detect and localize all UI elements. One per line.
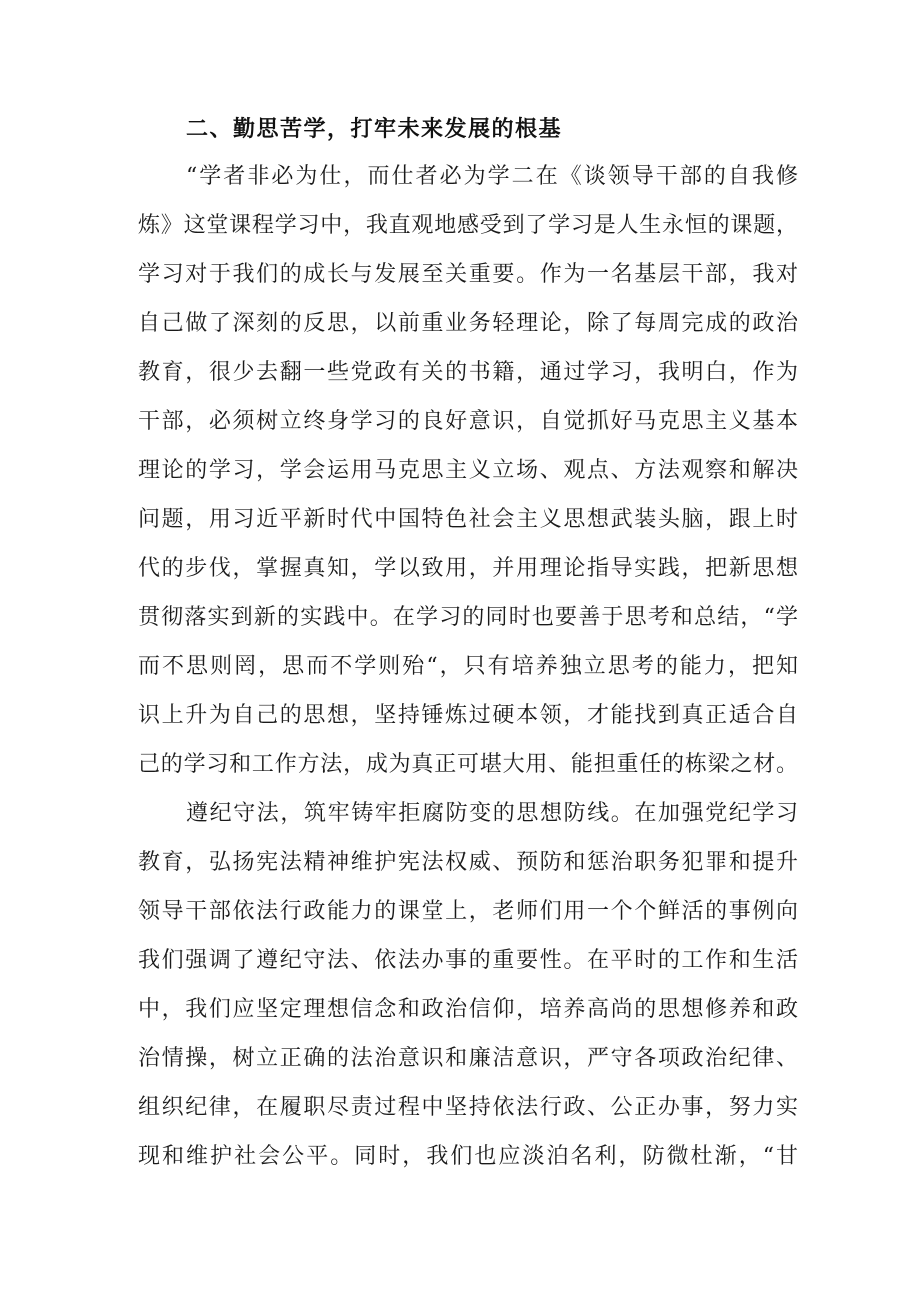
paragraph-2-line-5: 中，我们应坚定理想信念和政治信仰，培养高尚的思想修养和政 bbox=[138, 997, 798, 1022]
paragraph-1-line-11: 而不思则罔，思而不学则殆“，只有培养独立思考的能力，把知 bbox=[138, 654, 798, 679]
paragraph-1-line-10: 贯彻落实到新的实践中。在学习的同时也要善于思考和总结，“学 bbox=[138, 605, 798, 630]
paragraph-2-line-6: 治情操，树立正确的法治意识和廉洁意识，严守各项政治纪律、 bbox=[138, 1046, 798, 1071]
paragraph-2-line-2: 教育，弘扬宪法精神维护宪法权威、预防和惩治职务犯罪和提升 bbox=[138, 850, 798, 875]
paragraph-1-line-5: 教育，很少去翻一些党政有关的书籍，通过学习，我明白，作为 bbox=[138, 360, 798, 385]
section-heading: 二、勤思苦学，打牢未来发展的根基 bbox=[186, 117, 563, 142]
paragraph-1-line-8: 问题，用习近平新时代中国特色社会主义思想武装头脑，跟上时 bbox=[138, 507, 798, 532]
paragraph-1-line-7: 理论的学习，学会运用马克思主义立场、观点、方法观察和解决 bbox=[138, 458, 798, 483]
paragraph-1-line-4: 自己做了深刻的反思，以前重业务轻理论，除了每周完成的政治 bbox=[138, 311, 798, 336]
paragraph-2-line-1: 遵纪守法，筑牢铸牢拒腐防变的思想防线。在加强党纪学习 bbox=[186, 801, 798, 826]
paragraph-2-line-7: 组织纪律，在履职尽责过程中坚持依法行政、公正办事，努力实 bbox=[138, 1095, 798, 1120]
paragraph-1-line-9: 代的步伐，掌握真知，学以致用，并用理论指导实践，把新思想 bbox=[138, 556, 798, 581]
paragraph-1-line-12: 识上升为自己的思想，坚持锤炼过硬本领，才能找到真正适合自 bbox=[138, 703, 798, 728]
paragraph-1-line-2: 炼》这堂课程学习中，我直观地感受到了学习是人生永恒的课题， bbox=[138, 213, 798, 238]
paragraph-2-line-3: 领导干部依法行政能力的课堂上，老师们用一个个鲜活的事例向 bbox=[138, 899, 798, 924]
paragraph-2-line-4: 我们强调了遵纪守法、依法办事的重要性。在平时的工作和生活 bbox=[138, 948, 798, 973]
paragraph-1-line-1: “学者非必为仕，而仕者必为学二在《谈领导干部的自我修 bbox=[186, 164, 798, 189]
paragraph-1-line-6: 干部，必须树立终身学习的良好意识，自觉抓好马克思主义基本 bbox=[138, 409, 798, 434]
paragraph-2-line-8: 现和维护社会公平。同时，我们也应淡泊名利，防微杜渐，“甘 bbox=[138, 1144, 798, 1169]
paragraph-1-line-3: 学习对于我们的成长与发展至关重要。作为一名基层干部，我对 bbox=[138, 262, 798, 287]
paragraph-1-line-13: 己的学习和工作方法，成为真正可堪大用、能担重任的栋梁之材。 bbox=[138, 752, 798, 777]
